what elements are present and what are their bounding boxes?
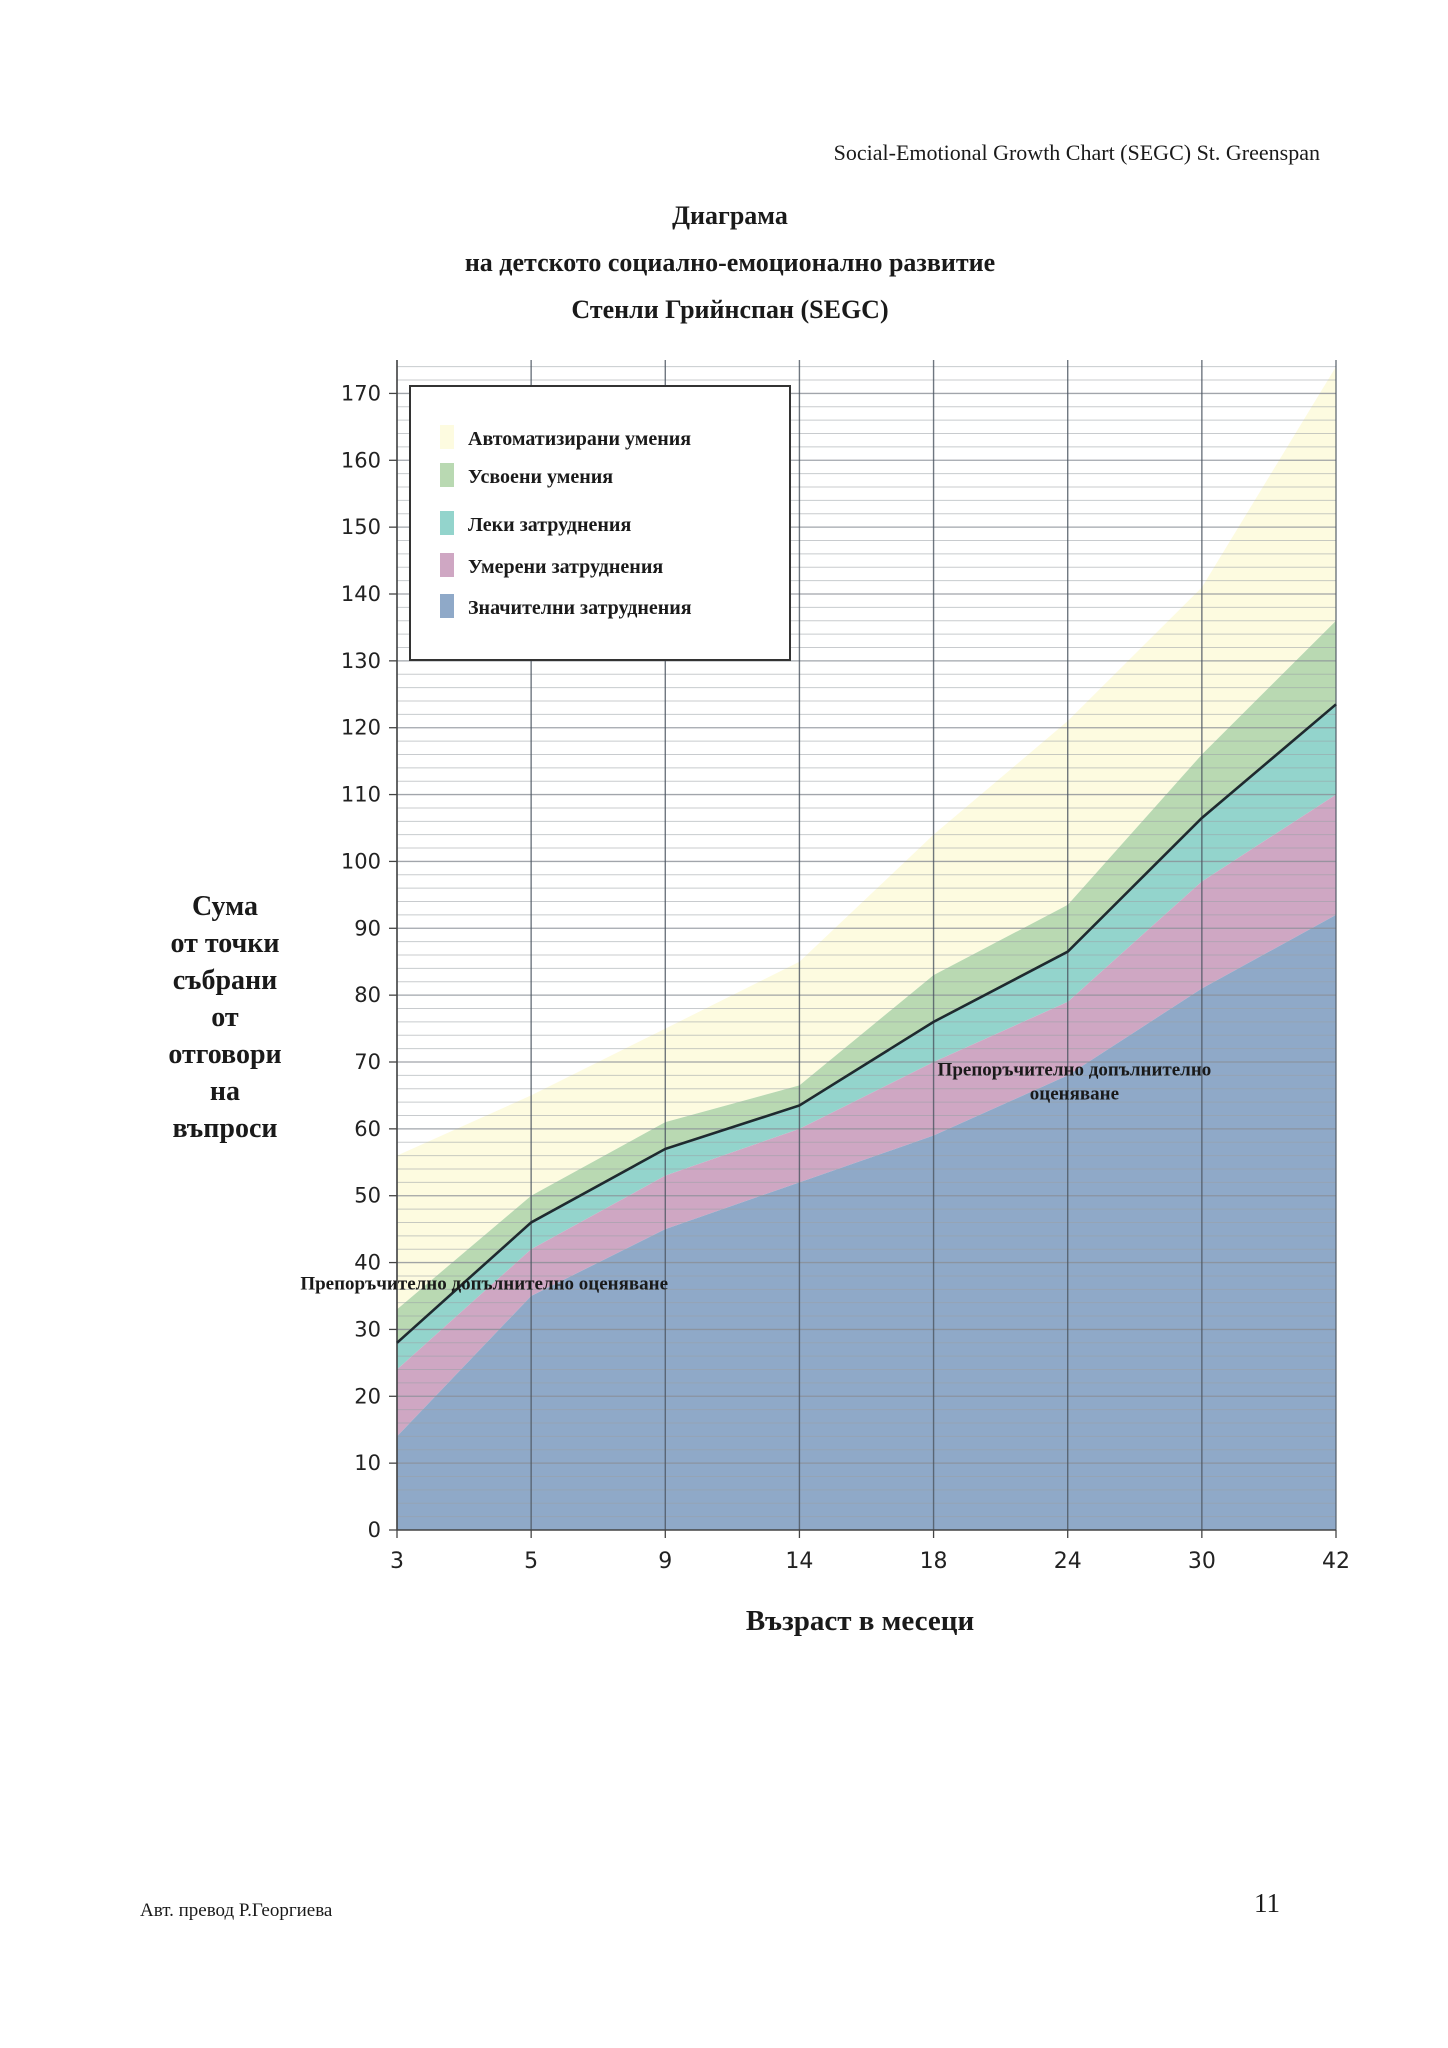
footer-author: Авт. превод Р.Георгиева xyxy=(140,1900,333,1921)
x-tick-label: 42 xyxy=(1322,1549,1350,1574)
page-number: 11 xyxy=(1254,1888,1280,1918)
y-tick-label: 130 xyxy=(340,648,381,673)
legend-swatch xyxy=(440,511,454,535)
y-axis-label-line: отговори xyxy=(168,1039,282,1070)
x-tick-label: 3 xyxy=(390,1549,404,1574)
legend-label: Автоматизирани умения xyxy=(468,428,692,450)
y-tick-label: 80 xyxy=(354,983,381,1008)
y-axis-label-line: от xyxy=(211,1002,239,1033)
source-note: Social-Emotional Growth Chart (SEGC) St. Greenspan xyxy=(833,140,1320,165)
y-tick-label: 70 xyxy=(354,1050,381,1074)
y-axis-label-line: от точки xyxy=(170,928,280,959)
y-tick-label: 0 xyxy=(367,1518,381,1542)
legend-label: Усвоени умения xyxy=(468,466,614,488)
y-tick-label: 10 xyxy=(354,1451,381,1476)
title-line-1: Диаграма xyxy=(672,201,788,230)
legend-label: Леки затруднения xyxy=(468,514,632,536)
y-tick-label: 30 xyxy=(354,1317,381,1342)
annotation-text: Препоръчително допълнително xyxy=(937,1059,1212,1081)
legend xyxy=(410,386,790,660)
y-axis-label-line: въпроси xyxy=(172,1113,278,1144)
y-tick-label: 40 xyxy=(354,1250,381,1275)
y-tick-label: 90 xyxy=(354,916,381,941)
x-tick-label: 5 xyxy=(524,1549,539,1574)
annotation-text: оценяване xyxy=(1029,1083,1120,1105)
y-axis-label-line: на xyxy=(209,1076,241,1107)
title-line-3: Стенли Грийнспан (SEGC) xyxy=(571,295,889,324)
x-tick-label: 30 xyxy=(1187,1549,1216,1574)
legend-swatch xyxy=(440,594,454,618)
y-tick-label: 140 xyxy=(340,582,381,606)
y-tick-label: 100 xyxy=(340,849,381,874)
x-tick-label: 24 xyxy=(1053,1549,1082,1574)
legend-label: Умерени затруднения xyxy=(468,556,664,578)
y-axis-label-line: събрани xyxy=(172,965,278,996)
y-axis-label-line: Сума xyxy=(191,891,259,922)
legend-label: Значителни затруднения xyxy=(468,597,692,619)
y-tick-label: 160 xyxy=(340,448,381,473)
y-tick-label: 120 xyxy=(340,715,381,740)
title-line-2: на детското социално-емоционално развитие xyxy=(464,248,996,277)
annotation xyxy=(300,1273,668,1294)
legend-swatch xyxy=(440,425,454,449)
legend-swatch xyxy=(440,553,454,577)
x-tick-label: 9 xyxy=(658,1549,673,1574)
y-tick-label: 170 xyxy=(340,381,381,406)
x-tick-label: 18 xyxy=(919,1549,948,1574)
x-axis-label: Възраст в месеци xyxy=(745,1605,975,1637)
annotation-text: Препоръчително допълнително оценяване xyxy=(300,1273,669,1295)
legend-swatch xyxy=(440,463,454,487)
x-tick-label: 14 xyxy=(785,1549,814,1574)
y-tick-label: 60 xyxy=(354,1116,381,1141)
y-tick-label: 110 xyxy=(340,782,381,807)
y-tick-label: 150 xyxy=(340,515,381,540)
y-tick-label: 20 xyxy=(354,1384,381,1409)
y-tick-label: 50 xyxy=(354,1183,381,1208)
